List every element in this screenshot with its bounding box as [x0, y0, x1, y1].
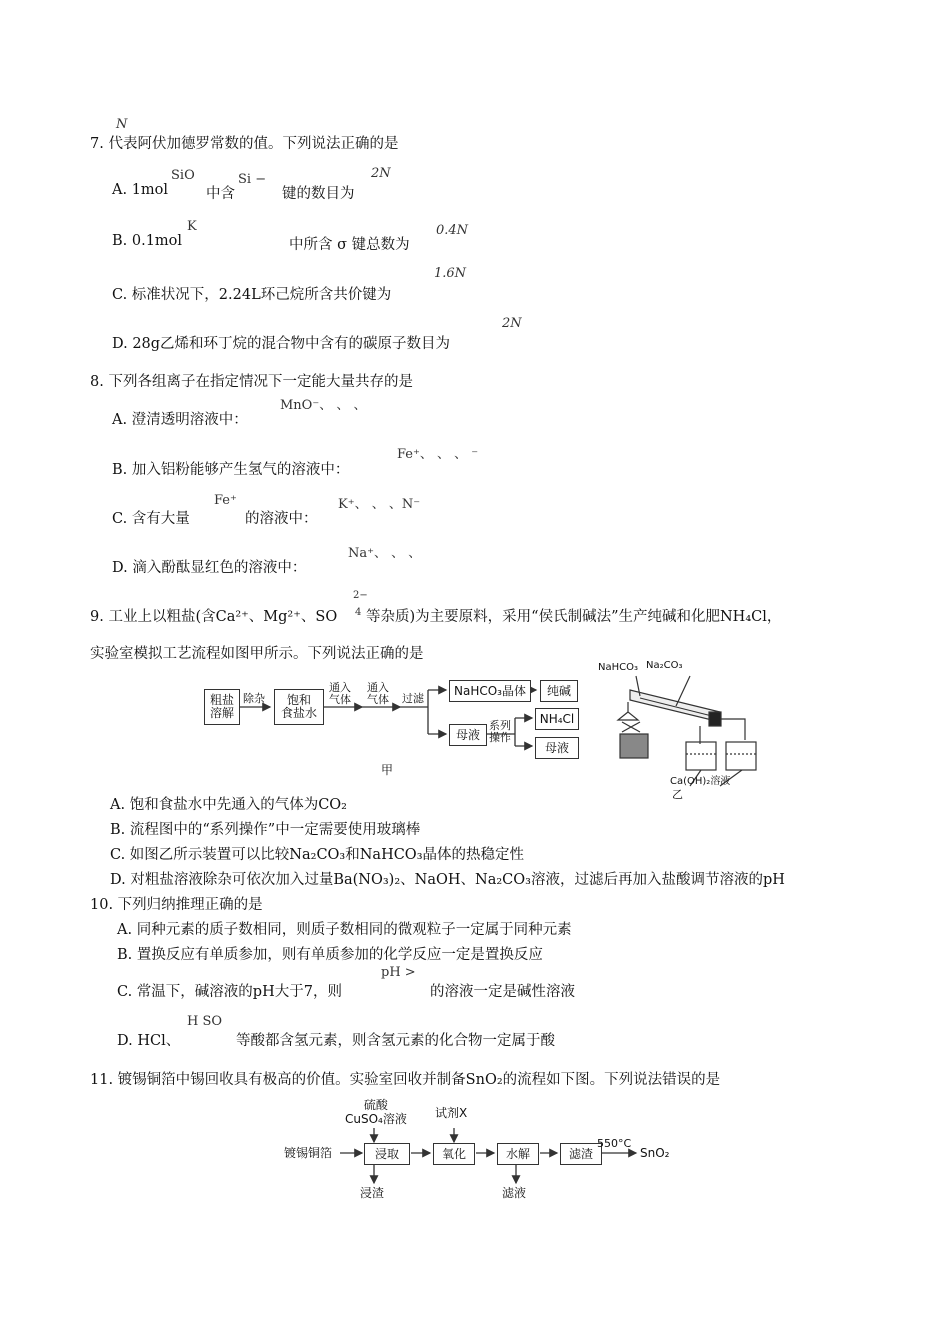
q9-flow-box-brine: 饱和 食盐水: [274, 689, 324, 725]
q10-option-d-suffix: 等酸都含氢元素，则含氢元素的化合物一定属于酸: [236, 1033, 555, 1049]
q8-option-a-ions: MnO⁻、 、 、: [280, 398, 367, 413]
q9-stem-part3: 实验室模拟工艺流程如图甲所示。下列说法正确的是: [90, 646, 424, 662]
q9-apparatus-label-nahco3: NaHCO₃: [598, 662, 638, 673]
q8-option-c-fe: Fe⁺: [214, 493, 237, 508]
q11-flow-product: SnO₂: [640, 1146, 670, 1160]
q8-option-a: A. 澄清透明溶液中：: [112, 412, 248, 428]
q8-option-b-ions: Fe⁺、 、 、 ⁻: [397, 447, 479, 462]
q9-stem-sup: 2−: [353, 590, 368, 601]
q7-option-b-value: 0.4N: [436, 223, 469, 238]
q9-flow-label-gas1: 通入 气体: [329, 681, 351, 706]
q7-stem: 7. 代表阿伏加德罗常数的值。下列说法正确的是: [90, 136, 399, 152]
q8-option-c-ions: K⁺、 、 、N⁻: [338, 497, 421, 512]
q10-option-c-suffix: 的溶液一定是碱性溶液: [430, 984, 575, 1000]
q9-flow-label-gas2: 通入 气体: [367, 681, 389, 706]
q8-option-c: C. 含有大量: [112, 511, 190, 527]
q11-flow-box-residue: 滤渣: [560, 1143, 602, 1165]
q7-option-a-si: Si −: [238, 172, 267, 187]
q7-na-symbol: N: [116, 117, 128, 132]
q10-option-a: A. 同种元素的质子数相同，则质子数相同的微观粒子一定属于同种元素: [117, 922, 572, 938]
q9-option-a: A. 饱和食盐水中先通入的气体为CO₂: [110, 797, 347, 813]
q7-option-b-prefix: B. 0.1mol: [112, 233, 183, 249]
q9-figure-a-caption: 甲: [381, 763, 394, 777]
q8-option-d-ions: Na⁺、 、 、: [348, 546, 422, 561]
q10-option-b: B. 置换反应有单质参加，则有单质参加的化学反应一定是置换反应: [117, 947, 543, 963]
q7-option-c-value: 1.6N: [434, 266, 467, 281]
q9-flow-box-mother-liquor: 母液: [449, 724, 487, 746]
q10-stem: 10. 下列归纳推理正确的是: [90, 897, 263, 913]
q10-option-d-h2so4: H SO: [187, 1014, 223, 1029]
q9-apparatus-label-na2co3: Na₂CO₃: [646, 660, 683, 671]
q7-option-d-value: 2N: [502, 316, 522, 331]
q10-option-d-prefix: D. HCl、: [117, 1033, 181, 1049]
q7-option-d: D. 28g乙烯和环丁烷的混合物中含有的碳原子数目为: [112, 336, 451, 352]
q11-flow-box-leach: 浸取: [364, 1143, 410, 1165]
q11-flow-input: 镀锡铜箔: [284, 1146, 333, 1160]
q9-flow-label-series: 系列 操作: [489, 719, 511, 744]
q8-option-c-suffix: 的溶液中：: [245, 511, 318, 527]
q11-flow-out-filtrate: 滤液: [502, 1186, 527, 1200]
q7-option-a-prefix: A. 1mol: [112, 182, 169, 198]
q9-flow-box-crude-salt: 粗盐 溶解: [204, 689, 240, 725]
q7-option-c: C. 标准状况下，2.24L环己烷所含共价键为: [112, 287, 392, 303]
q9-option-b: B. 流程图中的“系列操作”中一定需要使用玻璃棒: [110, 822, 421, 838]
q11-flow-temperature: 550°C: [597, 1137, 632, 1150]
q9-stem-part1: 9. 工业上以粗盐(含Ca²⁺、Mg²⁺、SO: [90, 609, 338, 625]
q7-option-a-suffix: 键的数目为: [282, 186, 355, 202]
q7-option-a-value: 2N: [371, 166, 391, 181]
q9-flow-label-impurity: 除杂: [243, 692, 265, 705]
q9-option-d: D. 对粗盐溶液除杂可依次加入过量Ba(NO₃)₂、NaOH、Na₂CO₃溶液，过滤后再加入盐酸调节溶液的pH: [110, 872, 785, 888]
q9-flow-box-soda: 纯碱: [540, 680, 578, 702]
q9-flow-label-filter: 过滤: [402, 692, 424, 705]
q7-option-b-k: K: [187, 219, 197, 234]
q8-stem: 8. 下列各组离子在指定情况下一定能大量共存的是: [90, 374, 413, 390]
q11-stem: 11. 镀锡铜箔中锡回收具有极高的价值。实验室回收并制备SnO₂的流程如下图。下列说法错误的是: [90, 1072, 721, 1088]
q11-flow-box-oxidize: 氧化: [433, 1143, 475, 1165]
q7-option-a-sio: SiO: [171, 168, 195, 183]
q10-option-c-ph: pH >: [381, 965, 416, 980]
q11-flow-reagent-x: 试剂X: [435, 1106, 468, 1120]
q9-option-c: C. 如图乙所示装置可以比较Na₂CO₃和NaHCO₃晶体的热稳定性: [110, 847, 525, 863]
q9-stem-sub: 4: [355, 607, 362, 618]
q9-flow-box-nahco3: NaHCO₃晶体: [449, 680, 531, 702]
q11-flow-out-leach-residue: 浸渣: [360, 1186, 385, 1200]
q7-option-b-suffix: 中所含 σ 键总数为: [289, 237, 410, 253]
q9-apparatus-label-limewater: Ca(OH)₂溶液: [670, 776, 731, 787]
q7-option-a-mid: 中含: [206, 186, 235, 202]
q8-option-d: D. 滴入酚酞显红色的溶液中：: [112, 560, 307, 576]
q9-flow-box-nh4cl: NH₄Cl: [535, 708, 579, 730]
q9-stem-part2: 等杂质)为主要原料，采用“侯氏制碱法”生产纯碱和化肥NH₄Cl，: [366, 609, 782, 625]
q8-option-b: B. 加入铝粉能够产生氢气的溶液中：: [112, 462, 350, 478]
q9-flow-box-mother-liquor-2: 母液: [535, 737, 579, 759]
q11-flow-reagent-acid: 硫酸 CuSO₄溶液: [345, 1098, 407, 1126]
q10-option-c: C. 常温下，碱溶液的pH大于7，则: [117, 984, 342, 1000]
q11-flow-box-hydrolysis: 水解: [497, 1143, 539, 1165]
q9-figure-b-caption: 乙: [672, 788, 683, 801]
